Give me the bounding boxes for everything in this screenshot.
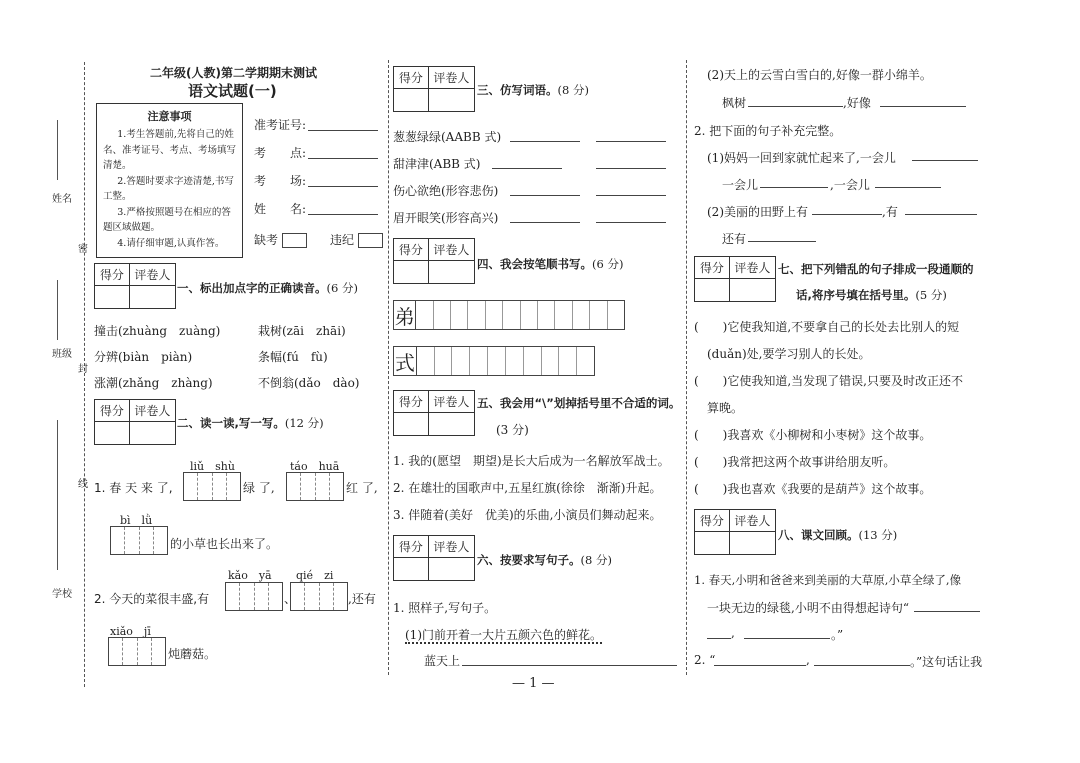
seal-mark: 线 [78, 479, 88, 490]
example-sentence: (2)天上的云雪白雪白的,好像一群小绵羊。 [707, 68, 932, 82]
section-5-title: 五、我会用“\”划掉括号里不合适的词。 [477, 396, 681, 410]
word-prompt: 眉开眼笑(形容高兴) [393, 211, 499, 225]
side-class-label: 班级 [52, 349, 72, 360]
answer-line[interactable] [905, 214, 977, 215]
side-line [57, 280, 58, 340]
grader-label: 评卷人 [429, 239, 474, 261]
score-label: 得分 [394, 239, 429, 261]
question-text: 的小草也长出来了。 [170, 537, 279, 551]
section-6-title: 六、按要求写句子。(8 分) [477, 553, 612, 567]
question-text: 炖蘑菇。 [168, 647, 217, 661]
question-text: 2. 把下面的句子补充完整。 [694, 124, 842, 138]
question-text: ,有 [882, 205, 898, 219]
score-cell[interactable] [695, 532, 730, 554]
writing-grid[interactable] [183, 472, 241, 501]
grader-label: 评卷人 [130, 400, 175, 422]
name-field[interactable] [308, 214, 378, 215]
answer-line[interactable] [912, 160, 978, 161]
section-4-title: 四、我会按笔顺书写。(6 分) [477, 257, 624, 271]
question-text: 红 了, [346, 481, 378, 495]
violation-checkbox[interactable] [358, 233, 383, 248]
grader-cell[interactable] [429, 413, 474, 435]
side-school-label: 学校 [52, 589, 72, 600]
answer-line[interactable] [707, 638, 731, 639]
score-label: 得分 [394, 391, 429, 413]
choice-item: 2. 在雄壮的国歌声中,五星红旗(徐徐 渐渐)升起。 [393, 481, 662, 495]
grader-cell[interactable] [730, 279, 775, 301]
ordering-item[interactable]: ( )它使我知道,当发现了错误,只要及时改正还不 [694, 374, 963, 388]
question-text: (2)美丽的田野上有 [707, 205, 808, 219]
writing-grid[interactable] [286, 472, 344, 501]
answer-prefix: 枫树 [722, 96, 747, 110]
writing-grid[interactable] [108, 637, 166, 666]
answer-line[interactable] [510, 141, 580, 142]
section-7-title-cont: 话,将序号填在括号里。(5 分) [796, 288, 947, 302]
answer-line[interactable] [812, 214, 882, 215]
answer-line[interactable] [462, 665, 677, 666]
grader-cell[interactable] [429, 261, 474, 283]
grader-cell[interactable] [429, 558, 474, 580]
pinyin-hint: xiǎo jī [110, 625, 151, 638]
stroke-char: 式 [394, 347, 417, 375]
ordering-item[interactable]: ( )我喜欢《小柳树和小枣树》这个故事。 [694, 428, 932, 442]
score-box [694, 256, 776, 302]
pinyin-item: 条幅(fú fù) [258, 350, 328, 364]
answer-line[interactable] [875, 187, 941, 188]
score-label: 得分 [394, 67, 429, 89]
absent-label: 缺考 [254, 231, 307, 248]
question-text: ,一会儿 [830, 178, 870, 192]
notice-item: 3.严格按照题号在相应的答题区域做题。 [103, 206, 231, 233]
notice-box [96, 103, 243, 258]
score-cell[interactable] [394, 89, 429, 111]
grader-cell[interactable] [130, 286, 175, 308]
seal-mark: 密 [78, 244, 88, 255]
stroke-char: 弟 [394, 301, 416, 329]
notice-item: 2.答题时要求字迹清楚,书写工整。 [103, 175, 234, 202]
pinyin-item: 分辨(biàn piàn) [94, 350, 193, 364]
column-divider [388, 60, 389, 675]
pinyin-item: 撞击(zhuàng zuàng) [94, 324, 221, 338]
answer-line[interactable] [748, 106, 843, 107]
score-cell[interactable] [394, 413, 429, 435]
column-divider [686, 60, 687, 675]
ordering-item-cont: (duǎn)处,要学习别人的长处。 [707, 347, 871, 361]
pinyin-item: 涨潮(zhǎng zhàng) [94, 376, 213, 390]
answer-line[interactable] [596, 141, 666, 142]
answer-line[interactable] [814, 665, 910, 666]
score-label: 得分 [695, 510, 730, 532]
answer-prefix: 蓝天上 [424, 654, 461, 668]
grader-cell[interactable] [429, 89, 474, 111]
pinyin-hint: qié zi [296, 569, 334, 582]
subject-title: 语文试题(一) [188, 82, 277, 100]
section-5-points: (3 分) [496, 423, 529, 437]
section-2-title: 二、读一读,写一写。(12 分) [177, 416, 324, 430]
question-text: 一块无边的绿毯,小明不由得想起诗句“ [707, 601, 909, 615]
side-name-label: 姓名 [52, 194, 72, 205]
grader-label: 评卷人 [730, 510, 775, 532]
score-cell[interactable] [394, 261, 429, 283]
score-box [393, 238, 475, 284]
question-text: 1. 春 天 来 了, [94, 481, 173, 495]
question-text: (1)妈妈一回到家就忙起来了,一会儿 [707, 151, 896, 165]
exam-room-label: 考 场: [254, 174, 307, 188]
score-box [94, 399, 176, 445]
answer-line[interactable] [748, 241, 816, 242]
answer-line[interactable] [744, 638, 830, 639]
stroke-order-grid[interactable] [393, 346, 595, 376]
answer-line[interactable] [714, 665, 806, 666]
writing-grid[interactable] [110, 526, 168, 555]
score-label: 得分 [95, 400, 130, 422]
seal-mark: 封 [78, 364, 88, 375]
notice-item: 1.考生答题前,先将自己的姓名、准考证号、考点、考场填写清楚。 [103, 129, 237, 171]
grader-cell[interactable] [730, 532, 775, 554]
answer-line[interactable] [510, 195, 580, 196]
grader-label: 评卷人 [429, 67, 474, 89]
answer-line[interactable] [914, 611, 980, 612]
score-box [694, 509, 776, 555]
grader-label: 评卷人 [130, 264, 175, 286]
stroke-order-grid[interactable] [393, 300, 625, 330]
score-box [393, 390, 475, 436]
punctuation: , [731, 626, 735, 640]
answer-line[interactable] [596, 168, 666, 169]
question-text: 绿 了, [243, 481, 275, 495]
score-label: 得分 [394, 536, 429, 558]
exam-number-label: 准考证号: [254, 118, 307, 132]
score-cell[interactable] [394, 558, 429, 580]
notice-item: 4.请仔细审题,认真作答。 [117, 237, 225, 249]
answer-line[interactable] [510, 222, 580, 223]
score-cell[interactable] [95, 422, 130, 444]
ordering-item-cont: 算晚。 [707, 401, 744, 415]
section-1-title: 一、标出加点字的正确读音。(6 分) [177, 281, 358, 295]
score-cell[interactable] [695, 279, 730, 301]
score-box [393, 66, 475, 112]
word-prompt: 葱葱绿绿(AABB 式) [393, 130, 502, 144]
name-label: 姓 名: [254, 202, 307, 216]
exam-number-field[interactable] [308, 130, 378, 131]
pinyin-hint: kǎo yā [228, 569, 272, 582]
score-label: 得分 [695, 257, 730, 279]
ordering-item[interactable]: ( )我常把这两个故事讲给朋友听。 [694, 455, 896, 469]
question-text: 2. 今天的菜很丰盛,有 [94, 592, 210, 606]
answer-line[interactable] [760, 187, 828, 188]
section-8-title: 八、课文回顾。(13 分) [778, 528, 898, 542]
pinyin-item: 不倒翁(dǎo dào) [258, 376, 360, 390]
pinyin-hint: liǔ shù [190, 460, 235, 473]
exam-center-field[interactable] [308, 158, 378, 159]
score-box [94, 263, 176, 309]
punctuation: , [806, 653, 810, 667]
answer-line[interactable] [596, 222, 666, 223]
page-number: — 1 — [512, 676, 555, 691]
grader-label: 评卷人 [730, 257, 775, 279]
absent-checkbox[interactable] [282, 233, 307, 248]
question-text: 还有 [722, 232, 747, 246]
section-7-title: 七、把下列错乱的句子排成一段通顺的 [778, 262, 974, 276]
side-line [57, 120, 58, 180]
pinyin-hint: táo huā [290, 460, 340, 473]
grader-cell[interactable] [130, 422, 175, 444]
word-prompt: 伤心欲绝(形容悲伤) [393, 184, 499, 198]
question-text: 、 [284, 592, 297, 606]
word-prompt: 甜津津(ABB 式) [393, 157, 481, 171]
exam-title: 二年级(人教)第二学期期末测试 [150, 66, 317, 80]
answer-line[interactable] [492, 168, 562, 169]
answer-line[interactable] [596, 195, 666, 196]
question-text: 1. 照样子,写句子。 [393, 601, 497, 615]
notice-title: 注意事项 [147, 110, 192, 123]
grader-label: 评卷人 [429, 536, 474, 558]
answer-connector: ,好像 [843, 96, 871, 110]
question-text: 一会儿 [722, 178, 759, 192]
section-3-title: 三、仿写词语。(8 分) [477, 83, 589, 97]
question-text: ,还有 [348, 592, 376, 606]
punctuation: 。” [831, 628, 844, 642]
grader-label: 评卷人 [429, 391, 474, 413]
score-label: 得分 [95, 264, 130, 286]
writing-grid[interactable] [225, 582, 283, 611]
pinyin-item: 栽树(zāi zhāi) [258, 324, 346, 338]
answer-line[interactable] [880, 106, 966, 107]
question-text: 2. “ [694, 653, 716, 667]
writing-grid[interactable] [290, 582, 348, 611]
exam-center-label: 考 点: [254, 146, 307, 160]
score-cell[interactable] [95, 286, 130, 308]
ordering-item[interactable]: ( )它使我知道,不要拿自己的长处去比别人的短 [694, 320, 960, 334]
ordering-item[interactable]: ( )我也喜欢《我要的是葫芦》这个故事。 [694, 482, 932, 496]
side-line [57, 420, 58, 570]
violation-label: 违纪 [330, 231, 383, 248]
score-box [393, 535, 475, 581]
choice-item: 1. 我的(愿望 期望)是长大后成为一名解放军战士。 [393, 454, 670, 468]
example-sentence: (1)门前开着一大片五颜六色的鲜花。 [405, 628, 602, 642]
question-text: 。”这句话让我 [910, 655, 983, 669]
question-text: 1. 春天,小明和爸爸来到美丽的大草原,小草全绿了,像 [694, 573, 962, 587]
exam-room-field[interactable] [308, 186, 378, 187]
pinyin-hint: bì lǜ [120, 514, 153, 527]
choice-item: 3. 伴随着(美好 优美)的乐曲,小演员们舞动起来。 [393, 508, 662, 522]
